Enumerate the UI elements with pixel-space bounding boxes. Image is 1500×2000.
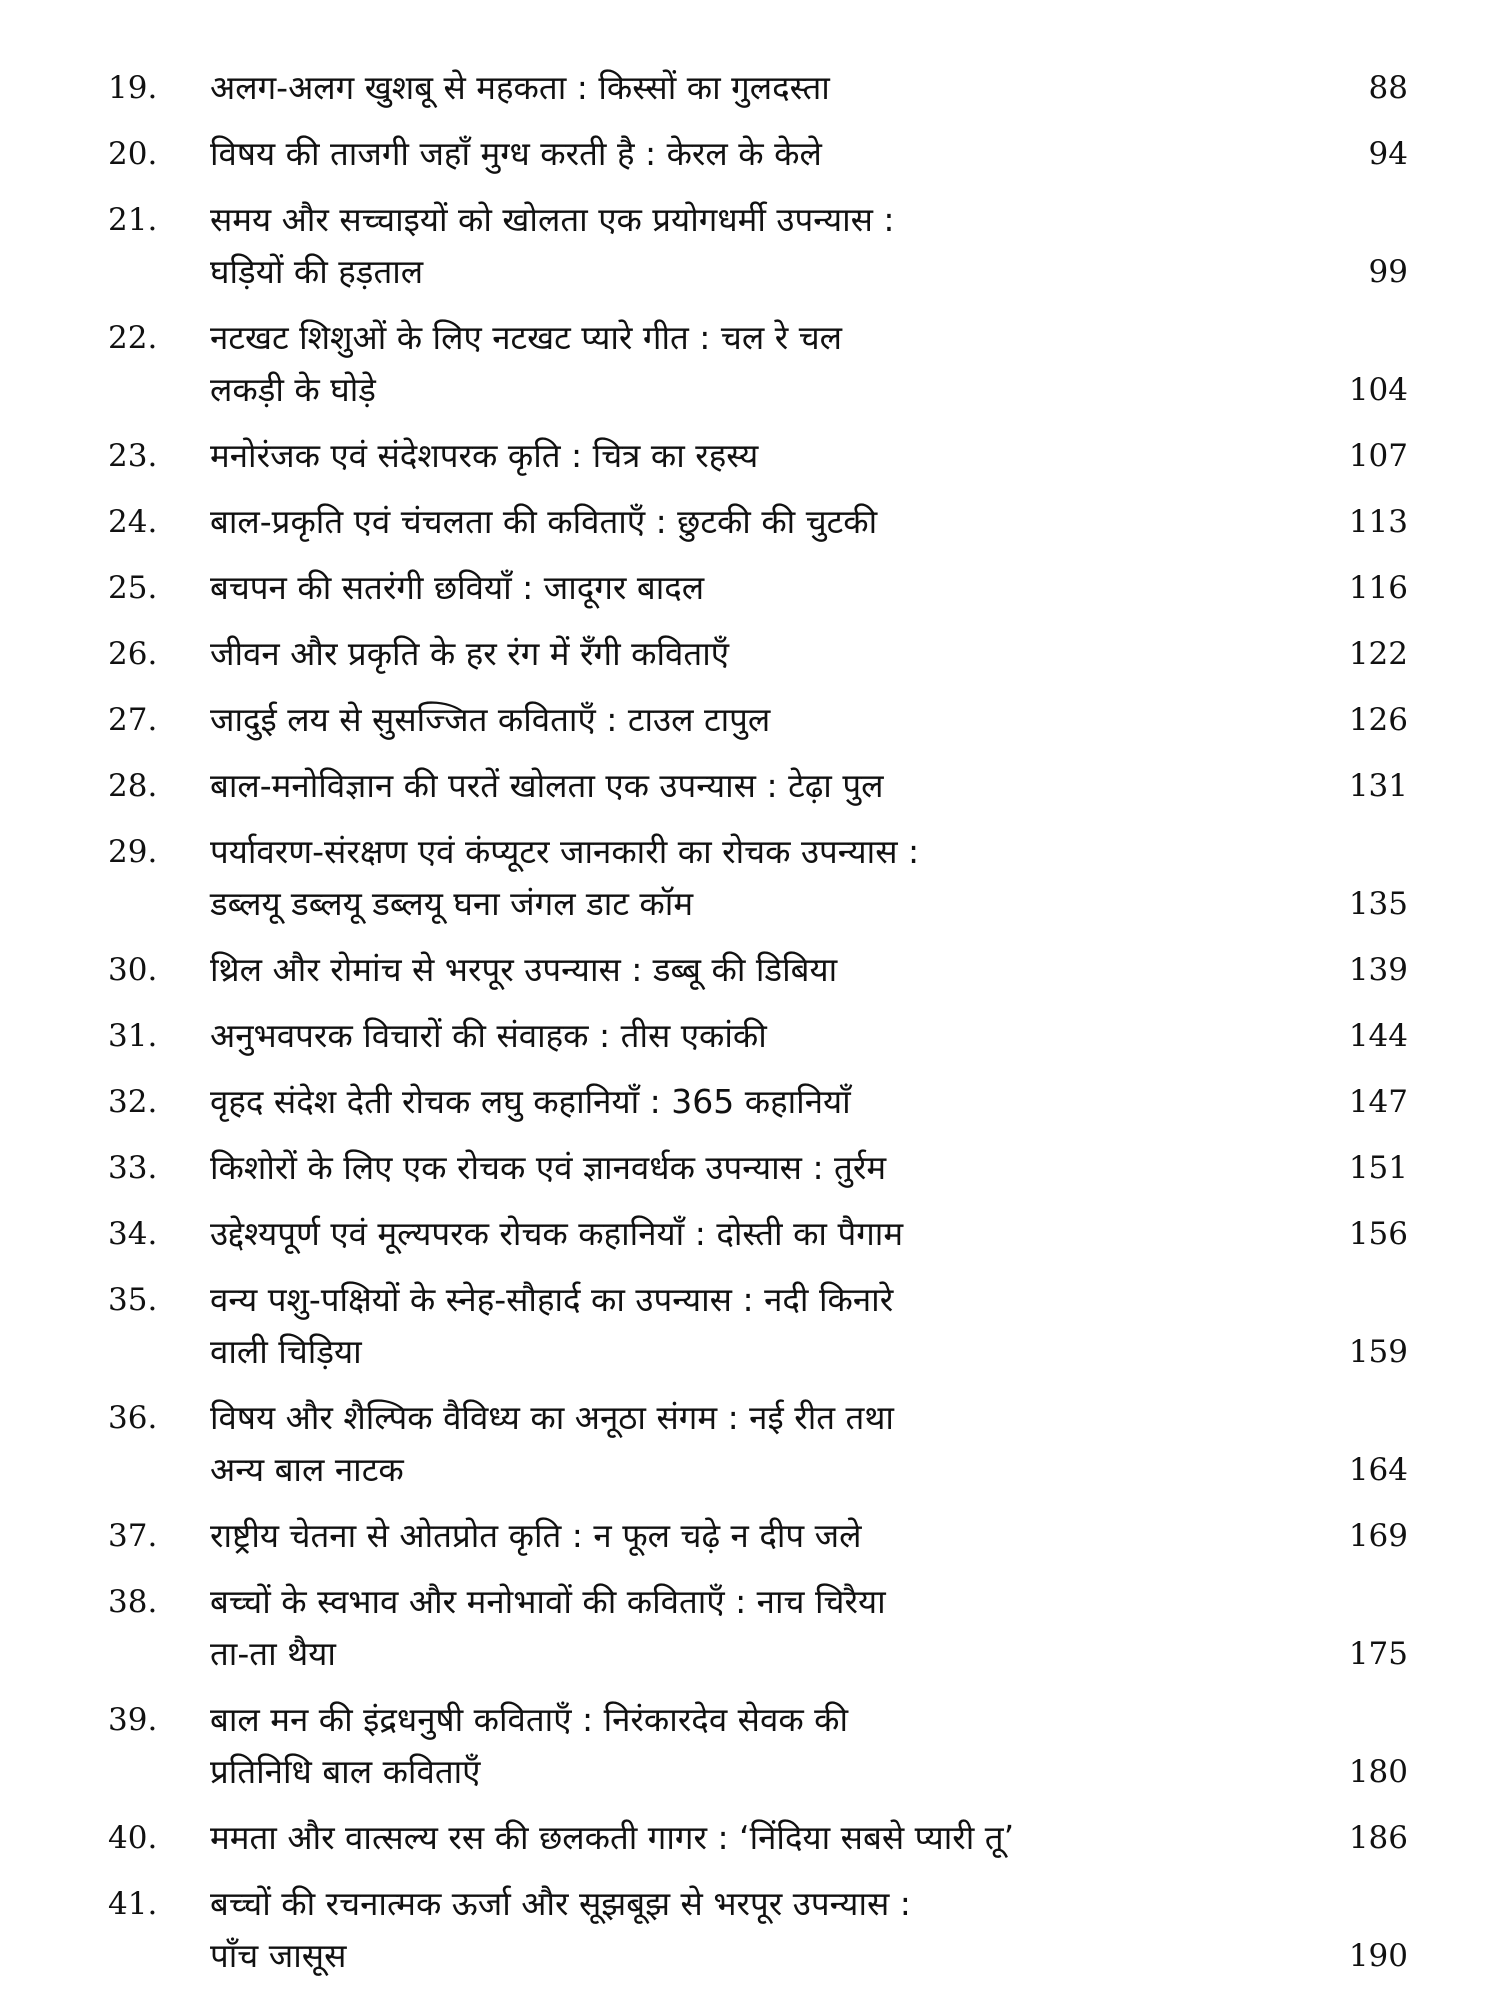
entry-number: 38. bbox=[108, 1584, 158, 1620]
entry-title bbox=[210, 128, 1318, 180]
entry-number: 20. bbox=[108, 136, 158, 172]
entry-title-line: अलग-अलग खुशबू से महकता : किस्सों का गुलदस्ता bbox=[210, 68, 830, 107]
toc-entry bbox=[108, 944, 1408, 996]
toc-entry bbox=[108, 1208, 1408, 1260]
entry-number: 21. bbox=[108, 202, 158, 238]
toc-entry bbox=[108, 1878, 1408, 1982]
entry-title-line: थ्रिल और रोमांच से भरपूर उपन्यास : डब्बू की डिबिया bbox=[210, 950, 838, 989]
entry-title-line: ममता और वात्सल्य रस की छलकती गागर : ‘निंदिया सबसे प्यारी तू’ bbox=[210, 1818, 1015, 1857]
toc-entry bbox=[108, 312, 1408, 416]
entry-number: 33. bbox=[108, 1150, 158, 1186]
toc-entry bbox=[108, 496, 1408, 548]
entry-page-number: 147 bbox=[1348, 1084, 1408, 1120]
entry-page-number: 122 bbox=[1348, 636, 1408, 672]
entry-number: 25. bbox=[108, 570, 158, 606]
toc-entry bbox=[108, 1142, 1408, 1194]
toc-entry bbox=[108, 760, 1408, 812]
toc-entry bbox=[108, 1076, 1408, 1128]
entry-number: 32. bbox=[108, 1084, 158, 1120]
entry-number: 29. bbox=[108, 834, 158, 870]
entry-title-line: जादुई लय से सुसज्जित कविताएँ : टाउल टापुल bbox=[210, 700, 771, 739]
entry-title-line: उद्देश्यपूर्ण एवं मूल्यपरक रोचक कहानियाँ : दोस्ती का पैगाम bbox=[210, 1214, 904, 1253]
entry-page-number: 107 bbox=[1348, 438, 1408, 474]
entry-title bbox=[210, 694, 1318, 746]
entry-page-number: 139 bbox=[1348, 952, 1408, 988]
entry-page-number: 164 bbox=[1348, 1452, 1408, 1488]
entry-number: 19. bbox=[108, 70, 158, 106]
entry-title bbox=[210, 1142, 1318, 1194]
entry-page-number: 186 bbox=[1348, 1820, 1408, 1856]
entry-page-number: 135 bbox=[1348, 886, 1408, 922]
toc-entry bbox=[108, 1812, 1408, 1864]
toc-entry bbox=[108, 562, 1408, 614]
entry-number: 34. bbox=[108, 1216, 158, 1252]
entry-page-number: 190 bbox=[1348, 1938, 1408, 1974]
entry-number: 24. bbox=[108, 504, 158, 540]
entry-title-line: प्रतिनिधि बाल कविताएँ bbox=[210, 1752, 481, 1791]
entry-page-number: 94 bbox=[1368, 136, 1408, 172]
entry-title-line: डब्लयू डब्लयू डब्लयू घना जंगल डाट कॉम bbox=[210, 884, 694, 923]
entry-number: 39. bbox=[108, 1702, 158, 1738]
entry-title-line: जीवन और प्रकृति के हर रंग में रँगी कविताएँ bbox=[210, 634, 729, 673]
entry-title-line: विषय की ताजगी जहाँ मुग्ध करती है : केरल के केले bbox=[210, 134, 822, 173]
entry-title-line: घड़ियों की हड़ताल bbox=[210, 252, 424, 291]
toc-entry bbox=[108, 694, 1408, 746]
entry-page-number: 169 bbox=[1348, 1518, 1408, 1554]
entry-title bbox=[210, 760, 1318, 812]
entry-page-number: 131 bbox=[1348, 768, 1408, 804]
toc-entry bbox=[108, 1010, 1408, 1062]
entry-title bbox=[210, 430, 1318, 482]
entry-number: 37. bbox=[108, 1518, 158, 1554]
table-of-contents bbox=[108, 62, 1408, 1996]
entry-title bbox=[210, 944, 1318, 996]
entry-title-line: बाल-मनोविज्ञान की परतें खोलता एक उपन्यास : टेढ़ा पुल bbox=[210, 766, 884, 805]
entry-page-number: 126 bbox=[1348, 702, 1408, 738]
entry-title bbox=[210, 1694, 1180, 1798]
entry-number: 22. bbox=[108, 320, 158, 356]
entry-title-line: बच्चों के स्वभाव और मनोभावों की कविताएँ : नाच चिरैया bbox=[210, 1582, 886, 1621]
entry-title-line: लकड़ी के घोड़े bbox=[210, 370, 376, 409]
entry-page-number: 144 bbox=[1348, 1018, 1408, 1054]
entry-title bbox=[210, 1510, 1318, 1562]
entry-title bbox=[210, 562, 1318, 614]
entry-title-line: समय और सच्चाइयों को खोलता एक प्रयोगधर्मी उपन्यास : bbox=[210, 200, 895, 239]
entry-page-number: 156 bbox=[1348, 1216, 1408, 1252]
entry-page-number: 116 bbox=[1348, 570, 1408, 606]
entry-page-number: 159 bbox=[1348, 1334, 1408, 1370]
toc-entry bbox=[108, 1694, 1408, 1798]
entry-title bbox=[210, 1392, 1180, 1496]
toc-entry bbox=[108, 826, 1408, 930]
entry-page-number: 151 bbox=[1348, 1150, 1408, 1186]
entry-number: 40. bbox=[108, 1820, 158, 1856]
entry-title-line: अन्य बाल नाटक bbox=[210, 1450, 404, 1489]
entry-page-number: 104 bbox=[1348, 372, 1408, 408]
entry-title bbox=[210, 194, 1180, 298]
entry-title bbox=[210, 628, 1318, 680]
entry-title bbox=[210, 1274, 1180, 1378]
entry-title bbox=[210, 1812, 1318, 1864]
entry-title bbox=[210, 1076, 1318, 1128]
entry-title-line: बाल मन की इंद्रधनुषी कविताएँ : निरंकारदेव सेवक की bbox=[210, 1700, 849, 1739]
entry-number: 36. bbox=[108, 1400, 158, 1436]
toc-entry bbox=[108, 194, 1408, 298]
entry-title-line: अनुभवपरक विचारों की संवाहक : तीस एकांकी bbox=[210, 1016, 767, 1055]
toc-entry bbox=[108, 62, 1408, 114]
entry-number: 41. bbox=[108, 1886, 158, 1922]
entry-title-line: नटखट शिशुओं के लिए नटखट प्यारे गीत : चल रे चल bbox=[210, 318, 843, 357]
entry-title bbox=[210, 1208, 1318, 1260]
toc-entry bbox=[108, 1392, 1408, 1496]
entry-page-number: 180 bbox=[1348, 1754, 1408, 1790]
toc-entry bbox=[108, 430, 1408, 482]
entry-number: 23. bbox=[108, 438, 158, 474]
entry-number: 35. bbox=[108, 1282, 158, 1318]
toc-entry bbox=[108, 128, 1408, 180]
entry-title-line: ता-ता थैया bbox=[210, 1634, 336, 1673]
entry-number: 26. bbox=[108, 636, 158, 672]
entry-title bbox=[210, 62, 1318, 114]
entry-title-line: राष्ट्रीय चेतना से ओतप्रोत कृति : न फूल चढ़े न दीप जले bbox=[210, 1516, 862, 1555]
entry-title bbox=[210, 312, 1180, 416]
entry-title-line: मनोरंजक एवं संदेशपरक कृति : चित्र का रहस्य bbox=[210, 436, 759, 475]
toc-entry bbox=[108, 1576, 1408, 1680]
entry-page-number: 88 bbox=[1368, 70, 1408, 106]
toc-entry bbox=[108, 628, 1408, 680]
entry-number: 28. bbox=[108, 768, 158, 804]
entry-number: 30. bbox=[108, 952, 158, 988]
entry-page-number: 113 bbox=[1348, 504, 1408, 540]
entry-number: 31. bbox=[108, 1018, 158, 1054]
entry-page-number: 175 bbox=[1348, 1636, 1408, 1672]
entry-title-line: पाँच जासूस bbox=[210, 1936, 347, 1975]
entry-title-line: वृहद संदेश देती रोचक लघु कहानियाँ : 365 कहानियाँ bbox=[210, 1082, 851, 1121]
entry-title-line: बाल-प्रकृति एवं चंचलता की कविताएँ : छुटकी की चुटकी bbox=[210, 502, 878, 541]
entry-title-line: वाली चिड़िया bbox=[210, 1332, 362, 1371]
entry-title bbox=[210, 1010, 1318, 1062]
toc-entry bbox=[108, 1274, 1408, 1378]
entry-title-line: बच्चों की रचनात्मक ऊर्जा और सूझबूझ से भरपूर उपन्यास : bbox=[210, 1884, 911, 1923]
entry-number: 27. bbox=[108, 702, 158, 738]
toc-entry bbox=[108, 1510, 1408, 1562]
entry-title bbox=[210, 496, 1318, 548]
entry-title-line: वन्य पशु-पक्षियों के स्नेह-सौहार्द का उपन्यास : नदी किनारे bbox=[210, 1280, 894, 1319]
entry-title-line: बचपन की सतरंगी छवियाँ : जादूगर बादल bbox=[210, 568, 705, 607]
entry-page-number: 99 bbox=[1368, 254, 1408, 290]
entry-title bbox=[210, 1576, 1180, 1680]
entry-title bbox=[210, 826, 1180, 930]
entry-title-line: किशोरों के लिए एक रोचक एवं ज्ञानवर्धक उपन्यास : तुर्रम bbox=[210, 1148, 887, 1187]
entry-title-line: पर्यावरण-संरक्षण एवं कंप्यूटर जानकारी का रोचक उपन्यास : bbox=[210, 832, 920, 871]
entry-title bbox=[210, 1878, 1180, 1982]
entry-title-line: विषय और शैल्पिक वैविध्य का अनूठा संगम : नई रीत तथा bbox=[210, 1398, 894, 1437]
